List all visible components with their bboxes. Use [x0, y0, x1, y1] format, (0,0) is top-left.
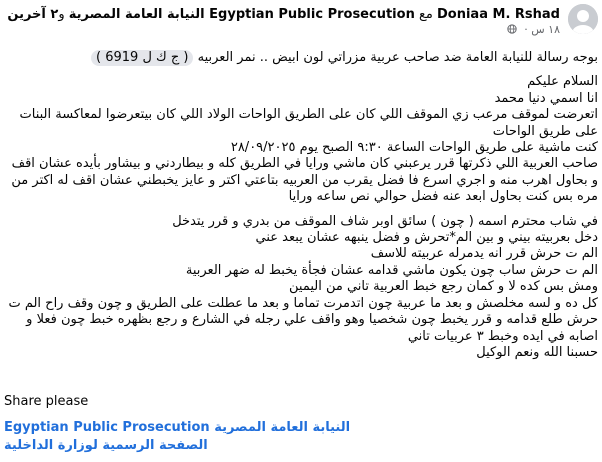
tagged-page-link[interactable]: Egyptian Public Prosecution النيابة العامة المصرية: [68, 7, 415, 22]
paragraph: في شاب محترم اسمه ( چون ) سائق اوبر شاف الموقف من بدري و قرر يتدخل: [172, 213, 598, 229]
others-link[interactable]: ٢ آخرين: [7, 7, 59, 22]
intro-line: [4, 50, 598, 66]
paragraph: حسبنا الله ونعم الوكيل: [476, 344, 598, 360]
paragraph: كنت ماشية على طريق الواحات الساعة ٩:٣٠ الصبح يوم ٢٨/٠٩/٢٠٢٥: [230, 140, 598, 156]
paragraph: صاحب العربية اللي ذكرتها قرر يرعبني كان ماشي ورايا في الطريق كله و بيطاردني و بيشاور بأيده عشان اقف و بحاول اهرب منه و اجري اسرع فا فضل يقرب من العربيه بتاعتي اكتر و عايز يخبطني عشان اقف له اكتر من مره بس كنت بحاول ابعد عنه فضل حوالي نص ساعه ورايا: [11, 156, 598, 205]
author-line: [7, 6, 560, 23]
share-text: Share please: [4, 394, 89, 409]
paragraph: كل ده و لسه مخلصش و بعد ما عربية چون اتدمرت تماما و بعد ما عطلت على الطريق و چون وقف راح الم ت حرش طلع قدامه و قرر يخبط چون شخصيا وهو واقف علي رجله في الشارع و رجع بظهره خبط چون فعلا و اصابه في ايده وخبط ٣ عربيات تاني: [8, 295, 598, 344]
post-body: [4, 50, 598, 361]
mention-link-prosecution[interactable]: Egyptian Public Prosecution النيابة العامة المصرية: [4, 420, 351, 435]
paragraph: السلام عليكم: [527, 74, 598, 90]
others-connector: و: [58, 7, 65, 22]
paragraph: انا اسمي دنيا محمد: [494, 90, 598, 106]
plate-number: ( ج ك ل 6919 ): [91, 50, 193, 66]
timestamp[interactable]: ١٨ س ·: [524, 23, 560, 36]
intro-text: بوجه رسالة للنيابة العامة ضد صاحب عربية مزراتي لون ابيض .. نمر العربيه: [197, 50, 598, 65]
post-header: [0, 0, 602, 40]
paragraph: ومش بس كده لا و كمان رجع خبط العربية تاني من اليمين: [289, 279, 598, 295]
author-name[interactable]: Doniaa M. Rshad: [437, 7, 560, 22]
paragraph: دخل بعربيته بيني و بين الم*تحرش و فضل ينبهه عشان يبعد عني: [255, 230, 598, 246]
with-word: مع: [418, 7, 433, 22]
mention-link-interior-ministry[interactable]: الصفحة الرسمية لوزارة الداخلية: [4, 438, 208, 453]
default-avatar-icon: [568, 4, 598, 34]
avatar[interactable]: [568, 4, 598, 34]
paragraph: اتعرضت لموقف مرعب زي الموقف اللي كان على الطريق الواحات الولاد اللي كان بيتعرضوا لمعاكسة البنات على طريق الواحات: [19, 107, 598, 139]
globe-icon: [507, 24, 517, 34]
paragraph: الم ت حرش ساب چون يكون ماشي قدامه عشان فجأة يخبط له ضهر العربية: [185, 262, 598, 278]
paragraph: الم ت حرش قرر انه يدمرله عربيته للاسف: [370, 246, 598, 262]
post-meta: [507, 23, 560, 36]
